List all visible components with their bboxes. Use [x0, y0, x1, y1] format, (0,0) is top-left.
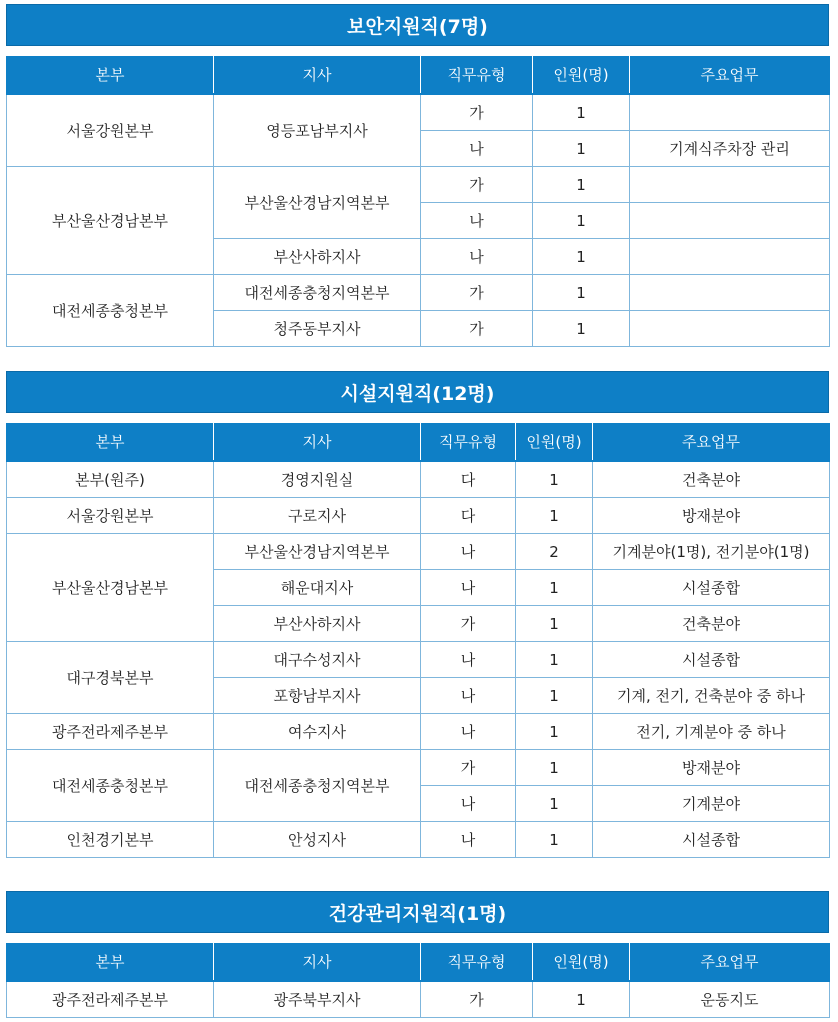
column-header: 본부 — [7, 423, 214, 461]
header-row — [7, 943, 830, 981]
bonbu-cell: 서울강원본부 — [7, 94, 214, 167]
jisa-cell: 영등포남부지사 — [214, 94, 421, 167]
count-cell: 1 — [516, 750, 593, 786]
column-header: 본부 — [7, 943, 214, 981]
column-header: 인원(명) — [533, 943, 630, 981]
count-cell: 2 — [516, 534, 593, 570]
bonbu-cell: 대구경북본부 — [7, 642, 214, 714]
type-cell: 가 — [421, 275, 533, 311]
bonbu-cell: 광주전라제주본부 — [7, 981, 214, 1018]
bonbu-cell: 본부(원주) — [7, 461, 214, 498]
jisa-cell: 대전세종충청지역본부 — [214, 275, 421, 311]
table-row — [7, 981, 830, 1018]
column-header: 지사 — [214, 423, 421, 461]
duty-cell: 전기, 기계분야 중 하나 — [593, 714, 830, 750]
type-cell: 가 — [421, 311, 533, 347]
bonbu-cell: 서울강원본부 — [7, 498, 214, 534]
table-header — [7, 56, 830, 94]
count-cell: 1 — [516, 678, 593, 714]
table-row — [7, 822, 830, 858]
duty-cell: 기계, 전기, 건축분야 중 하나 — [593, 678, 830, 714]
duty-cell: 운동지도 — [630, 981, 830, 1018]
type-cell: 나 — [421, 642, 516, 678]
jisa-cell: 부산사하지사 — [214, 239, 421, 275]
column-header: 주요업무 — [630, 943, 830, 981]
count-cell: 1 — [516, 461, 593, 498]
table-row — [7, 461, 830, 498]
bonbu-cell: 광주전라제주본부 — [7, 714, 214, 750]
count-cell: 1 — [533, 311, 630, 347]
count-cell: 1 — [533, 239, 630, 275]
count-cell: 1 — [533, 275, 630, 311]
duty-cell — [630, 203, 830, 239]
jisa-cell: 대전세종충청지역본부 — [214, 750, 421, 822]
type-cell: 나 — [421, 678, 516, 714]
facility-table — [6, 423, 830, 858]
jisa-cell: 대구수성지사 — [214, 642, 421, 678]
duty-cell: 방재분야 — [593, 498, 830, 534]
bonbu-cell: 부산울산경남본부 — [7, 167, 214, 275]
jisa-cell: 청주동부지사 — [214, 311, 421, 347]
column-header: 인원(명) — [533, 56, 630, 94]
table-body — [7, 461, 830, 858]
jisa-cell: 경영지원실 — [214, 461, 421, 498]
duty-cell — [630, 275, 830, 311]
table-header — [7, 423, 830, 461]
column-header: 주요업무 — [630, 56, 830, 94]
duty-cell: 시설종합 — [593, 642, 830, 678]
type-cell: 나 — [421, 239, 533, 275]
duty-cell — [630, 311, 830, 347]
type-cell: 가 — [421, 981, 533, 1018]
section-health — [6, 891, 829, 1018]
duty-cell: 방재분야 — [593, 750, 830, 786]
count-cell: 1 — [516, 642, 593, 678]
type-cell: 가 — [421, 94, 533, 131]
count-cell: 1 — [516, 570, 593, 606]
count-cell: 1 — [533, 131, 630, 167]
jisa-cell: 부산울산경남지역본부 — [214, 167, 421, 239]
security-table — [6, 56, 830, 347]
duty-cell: 기계분야 — [593, 786, 830, 822]
jisa-cell: 여수지사 — [214, 714, 421, 750]
column-header: 지사 — [214, 943, 421, 981]
count-cell: 1 — [516, 822, 593, 858]
table-row — [7, 498, 830, 534]
table-row — [7, 167, 830, 203]
bonbu-cell: 인천경기본부 — [7, 822, 214, 858]
count-cell: 1 — [533, 167, 630, 203]
table-row — [7, 275, 830, 311]
count-cell: 1 — [533, 981, 630, 1018]
section-title: 시설지원직(12명) — [6, 371, 829, 413]
type-cell: 나 — [421, 822, 516, 858]
count-cell: 1 — [516, 714, 593, 750]
jisa-cell: 구로지사 — [214, 498, 421, 534]
type-cell: 나 — [421, 203, 533, 239]
column-header: 직무유형 — [421, 423, 516, 461]
type-cell: 나 — [421, 131, 533, 167]
count-cell: 1 — [516, 498, 593, 534]
table-header — [7, 943, 830, 981]
duty-cell — [630, 239, 830, 275]
type-cell: 나 — [421, 714, 516, 750]
duty-cell: 건축분야 — [593, 606, 830, 642]
header-row — [7, 423, 830, 461]
column-header: 직무유형 — [421, 943, 533, 981]
duty-cell: 시설종합 — [593, 570, 830, 606]
count-cell: 1 — [533, 203, 630, 239]
health-table — [6, 943, 830, 1018]
duty-cell: 건축분야 — [593, 461, 830, 498]
duty-cell: 시설종합 — [593, 822, 830, 858]
jisa-cell: 부산울산경남지역본부 — [214, 534, 421, 570]
section-facility — [6, 371, 829, 858]
section-title: 보안지원직(7명) — [6, 4, 829, 46]
column-header: 본부 — [7, 56, 214, 94]
header-row — [7, 56, 830, 94]
table-body — [7, 94, 830, 347]
jisa-cell: 해운대지사 — [214, 570, 421, 606]
bonbu-cell: 부산울산경남본부 — [7, 534, 214, 642]
duty-cell — [630, 167, 830, 203]
table-row — [7, 642, 830, 678]
jisa-cell: 안성지사 — [214, 822, 421, 858]
table-row — [7, 750, 830, 786]
column-header: 직무유형 — [421, 56, 533, 94]
section-security — [6, 4, 829, 347]
jisa-cell: 부산사하지사 — [214, 606, 421, 642]
type-cell: 다 — [421, 498, 516, 534]
jisa-cell: 포항남부지사 — [214, 678, 421, 714]
column-header: 주요업무 — [593, 423, 830, 461]
table-row — [7, 534, 830, 570]
count-cell: 1 — [516, 786, 593, 822]
type-cell: 가 — [421, 750, 516, 786]
section-title: 건강관리지원직(1명) — [6, 891, 829, 933]
type-cell: 다 — [421, 461, 516, 498]
column-header: 지사 — [214, 56, 421, 94]
type-cell: 가 — [421, 606, 516, 642]
bonbu-cell: 대전세종충청본부 — [7, 750, 214, 822]
duty-cell — [630, 94, 830, 131]
type-cell: 나 — [421, 570, 516, 606]
duty-cell: 기계식주차장 관리 — [630, 131, 830, 167]
column-header: 인원(명) — [516, 423, 593, 461]
duty-cell: 기계분야(1명), 전기분야(1명) — [593, 534, 830, 570]
count-cell: 1 — [516, 606, 593, 642]
table-row — [7, 714, 830, 750]
type-cell: 가 — [421, 167, 533, 203]
count-cell: 1 — [533, 94, 630, 131]
type-cell: 나 — [421, 786, 516, 822]
table-row — [7, 94, 830, 131]
bonbu-cell: 대전세종충청본부 — [7, 275, 214, 347]
jisa-cell: 광주북부지사 — [214, 981, 421, 1018]
type-cell: 나 — [421, 534, 516, 570]
table-body — [7, 981, 830, 1018]
